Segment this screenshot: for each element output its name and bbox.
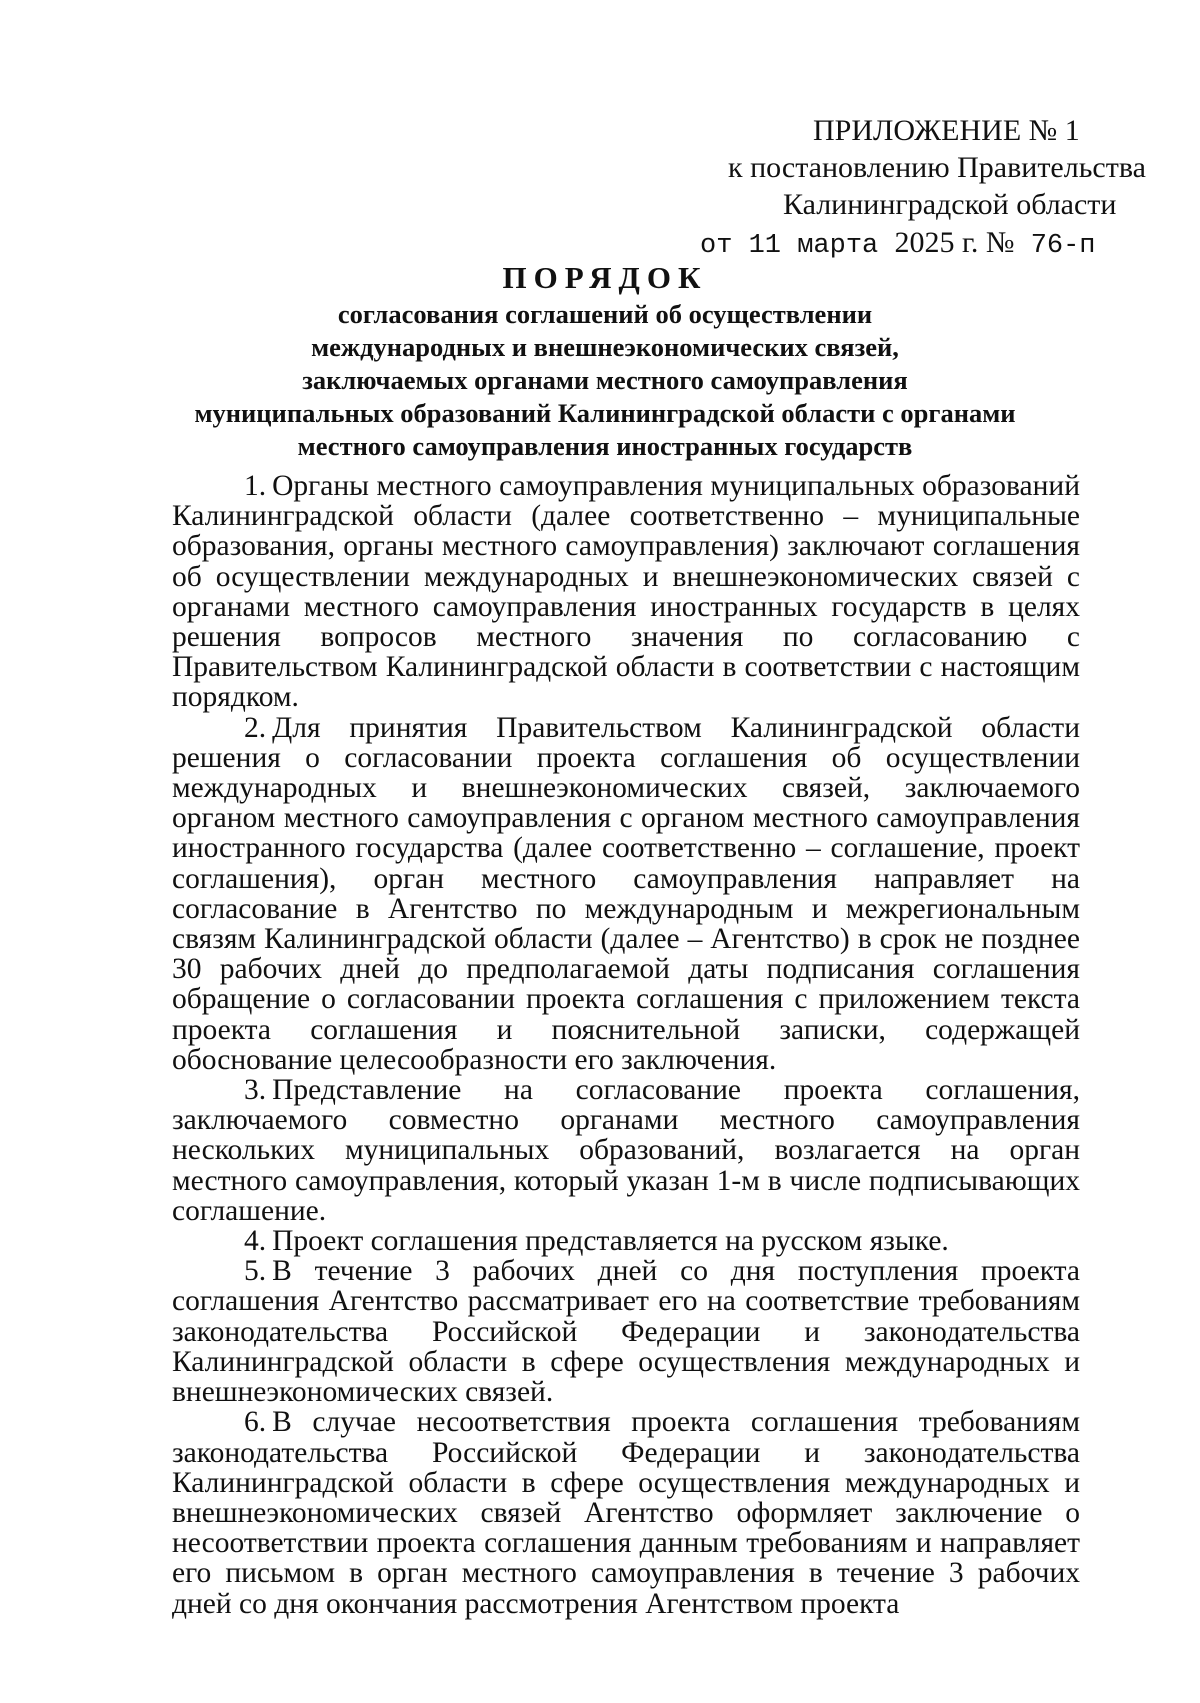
document-subtitle-line: международных и внешнеэкономических связей, xyxy=(311,332,899,362)
approval-block xyxy=(600,112,1146,265)
paragraph-text: Представление на согласование проекта соглашения, заключаемого совместно органами местного самоуправления нескольких муниципальных образований, возлагается на орган местного самоуправления, который указан 1-м в числе подписывающих соглашение. xyxy=(172,1074,1080,1227)
document-subtitle-line: муниципальных образований Калининградской области с органами xyxy=(194,398,1016,428)
resolution-date: от 11 марта xyxy=(700,231,879,261)
resolution-year: 2025 г. № xyxy=(894,226,1015,259)
paragraph-3 xyxy=(172,1075,1080,1226)
document-body xyxy=(172,471,1080,1619)
paragraph-text: В случае несоответствия проекта соглашения требованиям законодательства Российской Федерации и законодательства Калининградской области в сфере осуществления международных и внешнеэкономических связей Агентство оформляет заключение о несоответствии проекта соглашения данным требованиям и направляет его письмом в орган местного самоуправления в течение 3 рабочих дней со дня окончания рассмотрения Агентством проекта xyxy=(172,1406,1080,1620)
document-title: ПОРЯДОК xyxy=(502,260,708,295)
paragraph-number: 6. xyxy=(244,1406,267,1439)
appendix-number: ПРИЛОЖЕНИЕ № 1 xyxy=(813,114,1080,147)
paragraph-text: Проект соглашения представляется на русском языке. xyxy=(272,1225,949,1258)
paragraph-number: 2. xyxy=(244,711,267,744)
document-subtitle-line: заключаемых органами местного самоуправления xyxy=(302,365,908,395)
paragraph-number: 5. xyxy=(244,1255,267,1288)
paragraph-2 xyxy=(172,713,1080,1075)
paragraph-6 xyxy=(172,1407,1080,1618)
paragraph-1 xyxy=(172,471,1080,713)
document-subtitle-line: согласования соглашений об осуществлении xyxy=(337,299,873,329)
paragraph-4 xyxy=(172,1226,1080,1256)
paragraph-number: 1. xyxy=(244,470,267,502)
region-name: Калининградской области xyxy=(783,188,1117,221)
paragraph-text: Органы местного самоуправления муниципальных образований Калининградской области (далее соответственно – муниципальные образования, органы местного самоуправления) заключают соглашения об осуществлении международных и внешнеэкономических связей с органами местного самоуправления иностранных государств в целях решения вопросов местного значения по согласованию с Правительством Калининградской области в соответствии с настоящим порядком. xyxy=(172,470,1080,714)
resolution-number: 76-п xyxy=(1030,231,1096,261)
paragraph-5 xyxy=(172,1256,1080,1407)
paragraph-text: В течение 3 рабочих дней со дня поступления проекта соглашения Агентство рассматривает его на соответствие требованиям законодательства Российской Федерации и законодательства Калининградской области в сфере осуществления международных и внешнеэкономических связей. xyxy=(172,1255,1080,1409)
paragraph-text: Для принятия Правительством Калининградской области решения о согласовании проекта соглашения об осуществлении международных и внешнеэкономических связей, заключаемого органом местного самоуправления с органом местного самоуправления иностранного государства (далее соответственно – соглашение, проект соглашения), орган местного самоуправления направляет на согласование в Агентство по международным и межрегиональным связям Калининградской области (далее – Агентство) в срок не позднее 30 рабочих дней до предполагаемой даты подписания соглашения обращение о согласовании проекта соглашения с приложением текста проекта соглашения и пояснительной записки, содержащей обоснование целесообразности его заключения. xyxy=(172,711,1080,1076)
resolution-reference: к постановлению Правительства xyxy=(728,151,1146,184)
paragraph-number: 4. xyxy=(244,1225,267,1258)
document-subtitle-line: местного самоуправления иностранных государств xyxy=(297,431,913,461)
paragraph-number: 3. xyxy=(244,1074,267,1107)
document-heading xyxy=(150,258,1060,463)
